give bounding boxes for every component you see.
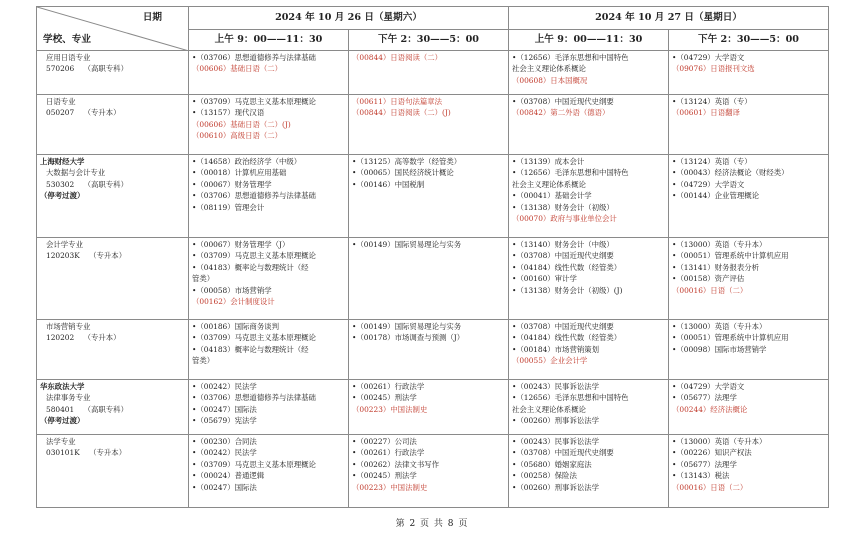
exam-slot-cell bbox=[349, 238, 509, 320]
course-line: •（13138）财务会计（初级） bbox=[512, 202, 614, 212]
major-line: 应用日语专业 bbox=[46, 53, 91, 62]
course-line: •（00260）刑事诉讼法学 bbox=[512, 416, 600, 426]
major-line: 市场营销专业 bbox=[46, 322, 91, 331]
course-line: •（00258）保险法 bbox=[512, 471, 577, 481]
course-line: •（00230）合同法 bbox=[192, 437, 257, 446]
table-row bbox=[37, 320, 829, 380]
course-line: •（05680）婚姻家庭法 bbox=[512, 459, 592, 469]
course-line: •（13000）英语（专升本） bbox=[672, 437, 767, 446]
course-line: •（04183）概率论与数理统计（经 bbox=[192, 344, 309, 354]
course-line: •（04183）概率论与数理统计（经 bbox=[192, 262, 309, 272]
school-major-cell bbox=[37, 238, 189, 320]
exam-slot-cell bbox=[669, 320, 829, 380]
course-line: •（05677）法理学 bbox=[672, 459, 737, 469]
major-line: 570206 （高职专科） bbox=[46, 64, 128, 74]
course-line: •（04729）大学语文 bbox=[672, 382, 745, 391]
school-label: 学校、专业 bbox=[43, 33, 91, 45]
day2-pm-header: 下午 2：30——5：00 bbox=[669, 30, 829, 51]
course-line: •（00158）资产评估 bbox=[672, 274, 745, 284]
course-line: （00608）日本国概况 bbox=[512, 75, 588, 85]
course-line: 管类） bbox=[192, 356, 215, 366]
course-line: •（12656）毛泽东思想和中国特色 bbox=[512, 53, 629, 62]
course-line: （00606）基础日语（二） bbox=[192, 64, 283, 74]
table-row bbox=[37, 51, 829, 95]
course-line: •（13141）财务报表分析 bbox=[672, 262, 760, 272]
school-major-cell bbox=[37, 95, 189, 155]
course-line: •（13139）成本会计 bbox=[512, 157, 585, 166]
course-line: （00844）日语阅读（二）(J) bbox=[352, 108, 451, 118]
course-line: （00070）政府与事业单位会计 bbox=[512, 214, 617, 224]
course-line: •（04184）线性代数（经管类） bbox=[512, 333, 622, 343]
exam-slot-cell bbox=[189, 238, 349, 320]
table-row bbox=[37, 238, 829, 320]
major-line: 120202 （专升本） bbox=[46, 333, 121, 343]
course-line: •（00144）企业管理概论 bbox=[672, 191, 760, 201]
table-row bbox=[37, 155, 829, 238]
exam-slot-cell bbox=[189, 435, 349, 508]
date-label: 日期 bbox=[142, 12, 162, 23]
course-line: •（00243）民事诉讼法学 bbox=[512, 437, 600, 446]
day2-am-header: 上午 9：00——11：30 bbox=[509, 30, 669, 51]
course-line: •（00149）国际贸易理论与实务 bbox=[352, 322, 462, 331]
course-line: •（13140）财务会计（中级） bbox=[512, 240, 614, 249]
exam-slot-cell bbox=[669, 51, 829, 95]
course-line: •（03706）思想道德修养与法律基础 bbox=[192, 393, 316, 403]
course-line: •（00247）国际法 bbox=[192, 482, 257, 492]
course-line: 社会主义理论体系概论 bbox=[512, 404, 586, 414]
course-line: •（00051）管理系统中计算机应用 bbox=[672, 251, 789, 261]
course-line: •（13138）财务会计（初级）(J) bbox=[512, 285, 623, 295]
major-line: 法律事务专业 bbox=[46, 393, 91, 403]
course-line: •（00227）公司法 bbox=[352, 437, 417, 446]
course-line: •（08119）管理会计 bbox=[192, 202, 265, 212]
course-line: （00842）第二外语（德语） bbox=[512, 108, 610, 118]
course-line: •（00261）行政法学 bbox=[352, 448, 425, 458]
exam-slot-cell bbox=[349, 435, 509, 508]
course-line: •（13124）英语（专） bbox=[672, 97, 752, 106]
course-line: •（00178）市场调查与预测（J） bbox=[352, 333, 465, 343]
table-row bbox=[37, 380, 829, 435]
major-line: 法学专业 bbox=[46, 437, 76, 446]
course-line: •（12656）毛泽东思想和中国特色 bbox=[512, 393, 629, 403]
exam-slot-cell bbox=[509, 95, 669, 155]
school-major-cell bbox=[37, 380, 189, 435]
exam-slot-cell bbox=[189, 51, 349, 95]
exam-slot-cell bbox=[669, 435, 829, 508]
exam-slot-cell bbox=[349, 95, 509, 155]
exam-slot-cell bbox=[669, 95, 829, 155]
course-line: •（00067）财务管理学（J） bbox=[192, 240, 290, 249]
course-line: •（00186）国际商务谈判 bbox=[192, 322, 279, 331]
course-line: •（04729）大学语文 bbox=[672, 179, 745, 189]
course-line: •（12656）毛泽东思想和中国特色 bbox=[512, 168, 629, 178]
course-line: •（00260）刑事诉讼法学 bbox=[512, 482, 600, 492]
course-line: •（13124）英语（专） bbox=[672, 157, 752, 166]
course-line: •（00184）市场营销策划 bbox=[512, 344, 600, 354]
course-line: •（13000）英语（专升本） bbox=[672, 240, 767, 249]
course-line: （00016）日语（二） bbox=[672, 285, 748, 295]
page-footer: 第 2 页 共 8 页 bbox=[395, 519, 469, 529]
course-line: （00244）经济法概论 bbox=[672, 404, 748, 414]
school-major-cell bbox=[37, 435, 189, 508]
course-line: •（03708）中国近现代史纲要 bbox=[512, 448, 614, 458]
course-line: （00223）中国法制史 bbox=[352, 404, 428, 414]
status-note: （停考过渡） bbox=[40, 416, 85, 426]
exam-slot-cell bbox=[669, 380, 829, 435]
exam-slot-cell bbox=[349, 51, 509, 95]
day1-pm-header: 下午 2：30——5：00 bbox=[349, 30, 509, 51]
course-line: •（13143）税法 bbox=[672, 471, 730, 481]
table-row bbox=[37, 95, 829, 155]
course-line: （00611）日语句法篇章法 bbox=[352, 97, 443, 106]
course-line: •（00098）国际市场营销学 bbox=[672, 344, 767, 354]
course-line: •（00146）中国税制 bbox=[352, 179, 425, 189]
course-line: •（03709）马克思主义基本原理概论 bbox=[192, 97, 316, 106]
major-line: 030101K （专升本） bbox=[46, 448, 127, 458]
course-line: •（00065）国民经济统计概论 bbox=[352, 168, 454, 178]
major-line: 120203K （专升本） bbox=[46, 251, 127, 261]
course-line: •（03706）思想道德修养与法律基础 bbox=[192, 53, 316, 62]
exam-slot-cell bbox=[509, 435, 669, 508]
status-note: （停考过渡） bbox=[40, 191, 85, 201]
course-line: •（04729）大学语文 bbox=[672, 53, 745, 62]
exam-slot-cell bbox=[189, 155, 349, 238]
day2-header: 2024 年 10 月 27 日（星期日） bbox=[509, 7, 829, 30]
course-line: •（00018）计算机应用基础 bbox=[192, 168, 287, 178]
university-name: 华东政法大学 bbox=[40, 382, 85, 391]
university-name: 上海财经大学 bbox=[40, 157, 85, 166]
exam-slot-cell bbox=[509, 51, 669, 95]
course-line: •（00242）民法学 bbox=[192, 448, 257, 458]
course-line: •（00247）国际法 bbox=[192, 404, 257, 414]
course-line: •（00024）普通逻辑 bbox=[192, 471, 265, 481]
course-line: •（03706）思想道德修养与法律基础 bbox=[192, 191, 316, 201]
diagonal-header-cell bbox=[37, 7, 189, 51]
table-row bbox=[37, 435, 829, 508]
course-line: •（03709）马克思主义基本原理概论 bbox=[192, 459, 316, 469]
course-line: •（00160）审计学 bbox=[512, 274, 577, 284]
major-line: 050207 （专升本） bbox=[46, 108, 121, 118]
course-line: •（13000）英语（专升本） bbox=[672, 322, 767, 331]
exam-slot-cell bbox=[189, 380, 349, 435]
course-line: •（03709）马克思主义基本原理概论 bbox=[192, 251, 316, 261]
course-line: •（00243）民事诉讼法学 bbox=[512, 382, 600, 391]
exam-slot-cell bbox=[349, 320, 509, 380]
exam-slot-cell bbox=[509, 380, 669, 435]
course-line: 社会主义理论体系概论 bbox=[512, 64, 586, 74]
course-line: •（00149）国际贸易理论与实务 bbox=[352, 240, 462, 249]
course-line: •（14658）政治经济学（中级） bbox=[192, 157, 302, 166]
exam-slot-cell bbox=[189, 320, 349, 380]
exam-slot-cell bbox=[509, 238, 669, 320]
school-major-cell bbox=[37, 51, 189, 95]
course-line: （00606）基础日语（二）(J) bbox=[192, 119, 291, 129]
course-line: 社会主义理论体系概论 bbox=[512, 179, 586, 189]
exam-slot-cell bbox=[349, 380, 509, 435]
course-line: •（00051）管理系统中计算机应用 bbox=[672, 333, 789, 343]
course-line: （00016）日语（二） bbox=[672, 482, 748, 492]
course-line: （09076）日语报刊文选 bbox=[672, 64, 755, 74]
course-line: •（00067）财务管理学 bbox=[192, 179, 272, 189]
exam-slot-cell bbox=[669, 155, 829, 238]
course-line: （00844）日语阅读（二） bbox=[352, 53, 443, 62]
course-line: （00162）会计制度设计 bbox=[192, 297, 275, 307]
course-line: •（03708）中国近现代史纲要 bbox=[512, 251, 614, 261]
major-line: 会计学专业 bbox=[46, 240, 83, 249]
course-line: •（04184）线性代数（经管类） bbox=[512, 262, 622, 272]
course-line: •（00242）民法学 bbox=[192, 382, 257, 391]
course-line: •（00043）经济法概论（财经类） bbox=[672, 168, 789, 178]
exam-slot-cell bbox=[509, 320, 669, 380]
major-line: 日语专业 bbox=[46, 97, 76, 106]
course-line: •（00261）行政法学 bbox=[352, 382, 425, 391]
major-line: 大数据与会计专业 bbox=[46, 168, 106, 178]
exam-slot-cell bbox=[349, 155, 509, 238]
exam-slot-cell bbox=[669, 238, 829, 320]
exam-slot-cell bbox=[509, 155, 669, 238]
course-line: •（05677）法理学 bbox=[672, 393, 737, 403]
day1-header: 2024 年 10 月 26 日（星期六） bbox=[189, 7, 509, 30]
course-line: •（00041）基础会计学 bbox=[512, 191, 592, 201]
school-major-cell bbox=[37, 320, 189, 380]
major-line: 530302 （高职专科） bbox=[46, 179, 128, 189]
course-line: •（00245）刑法学 bbox=[352, 393, 417, 403]
course-line: 管类） bbox=[192, 274, 215, 284]
course-line: •（00262）法律文书写作 bbox=[352, 459, 439, 469]
day1-am-header: 上午 9：00——11：30 bbox=[189, 30, 349, 51]
course-line: （00601）日语翻译 bbox=[672, 108, 740, 118]
course-line: （00610）高级日语（二） bbox=[192, 131, 283, 141]
course-line: •（00245）刑法学 bbox=[352, 471, 417, 481]
course-line: •（13125）高等数学（经管类） bbox=[352, 157, 462, 166]
course-line: •（00226）知识产权法 bbox=[672, 448, 752, 458]
exam-schedule-table bbox=[36, 6, 829, 508]
exam-slot-cell bbox=[189, 95, 349, 155]
course-line: （00055）企业会计学 bbox=[512, 356, 588, 366]
course-line: （00223）中国法制史 bbox=[352, 482, 428, 492]
major-line: 580401 （高职专科） bbox=[46, 404, 128, 414]
course-line: •（05679）宪法学 bbox=[192, 416, 257, 426]
course-line: •（00058）市场营销学 bbox=[192, 285, 272, 295]
course-line: •（13157）现代汉语 bbox=[192, 108, 265, 118]
course-line: •（03708）中国近现代史纲要 bbox=[512, 97, 614, 106]
course-line: •（03708）中国近现代史纲要 bbox=[512, 322, 614, 331]
course-line: •（03709）马克思主义基本原理概论 bbox=[192, 333, 316, 343]
school-major-cell bbox=[37, 155, 189, 238]
